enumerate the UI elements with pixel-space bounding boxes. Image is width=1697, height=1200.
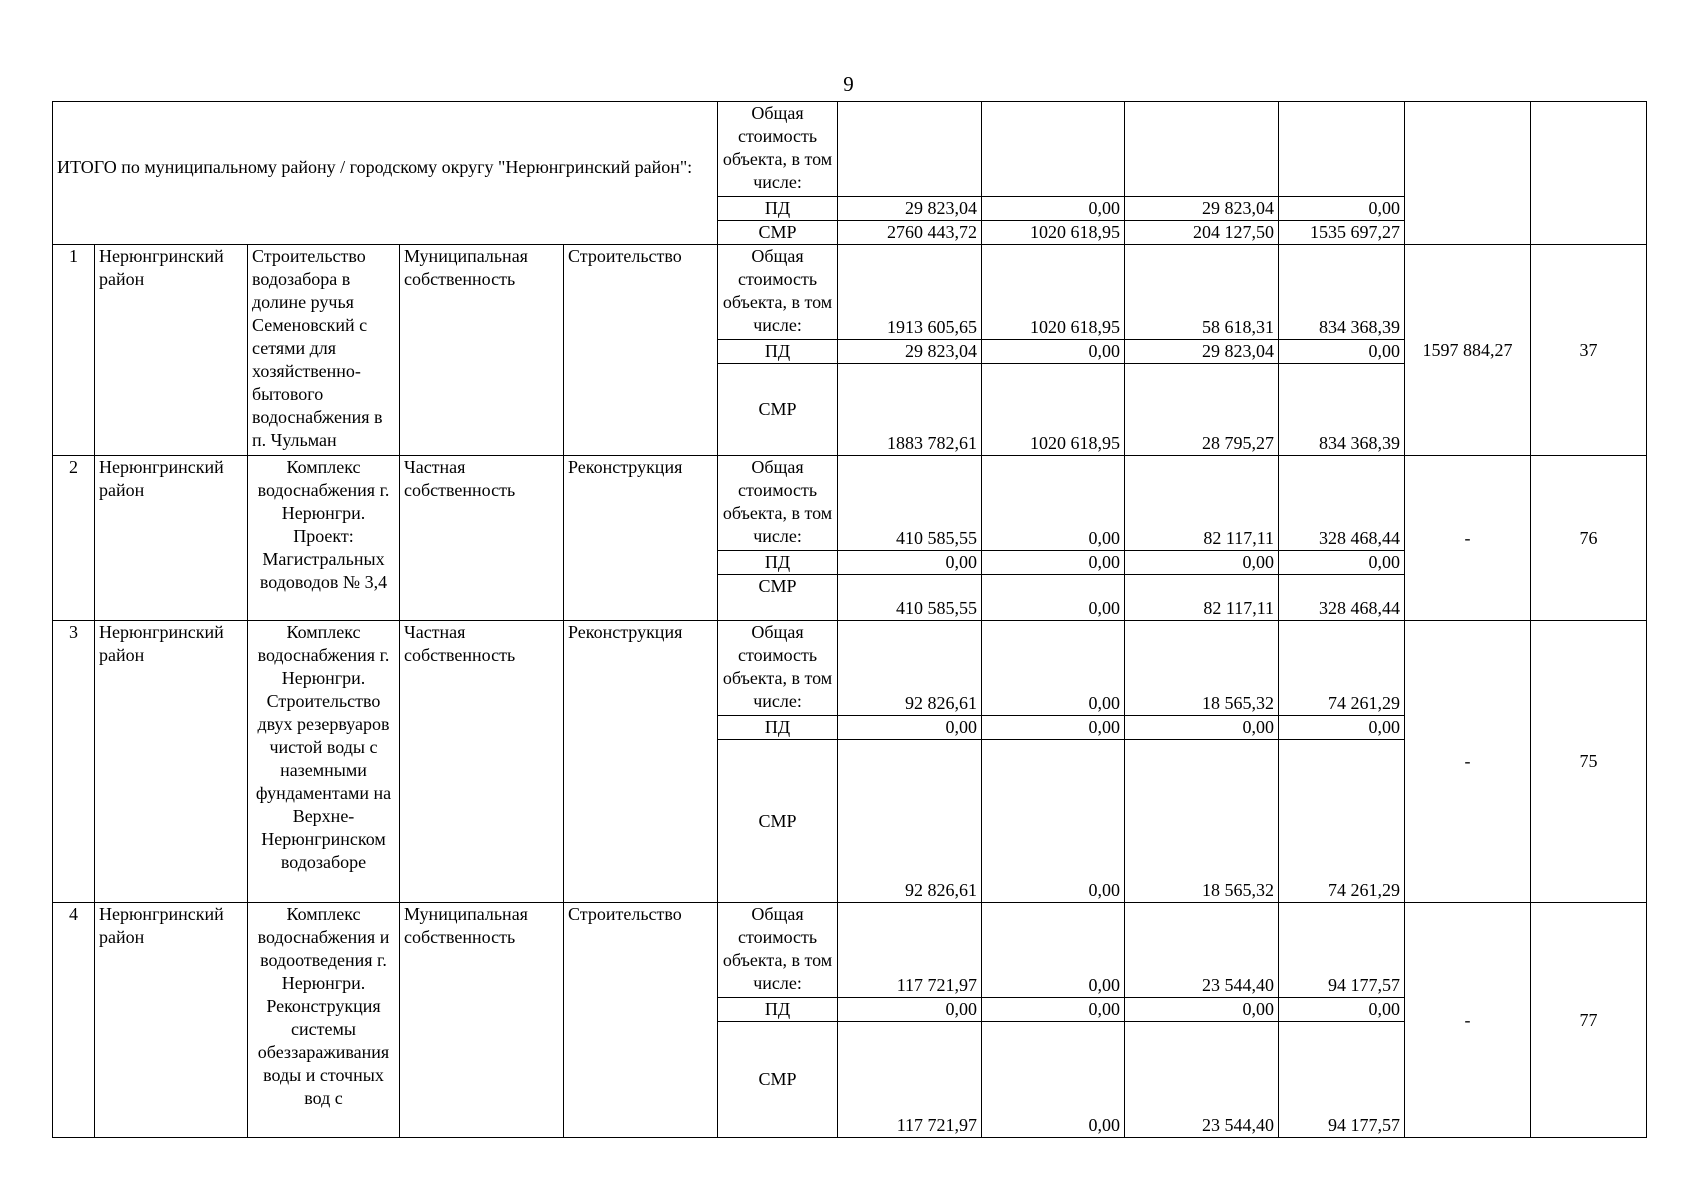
value-cell: 204 127,50	[1125, 221, 1279, 245]
code-cell: 75	[1531, 621, 1647, 903]
value-cell: 0,00	[982, 456, 1125, 551]
object-work-type: Реконструкция	[564, 621, 718, 903]
value-cell	[1279, 102, 1405, 197]
object-row-general	[53, 245, 1647, 340]
value-cell: 0,00	[982, 551, 1125, 575]
value-cell: 0,00	[1125, 998, 1279, 1022]
value-cell: 0,00	[1279, 716, 1405, 740]
value-cell: 117 721,97	[838, 903, 982, 998]
object-district: Нерюнгринский район	[95, 903, 248, 1138]
value-cell: 29 823,04	[838, 340, 982, 364]
cost-type-cell: Общая стоимость объекта, в том числе:	[718, 621, 838, 716]
cost-type-cell: СМР	[718, 221, 838, 245]
total-label: ИТОГО по муниципальному району / городскому округу "Нерюнгринский район":	[53, 102, 718, 245]
investment-table	[52, 101, 1647, 1138]
value-cell: 2760 443,72	[838, 221, 982, 245]
cost-type-cell: ПД	[718, 716, 838, 740]
value-cell	[982, 102, 1125, 197]
value-cell: 0,00	[1279, 551, 1405, 575]
object-work-type: Реконструкция	[564, 456, 718, 621]
value-cell: 410 585,55	[838, 456, 982, 551]
cost-type-cell: Общая стоимость объекта, в том числе:	[718, 102, 838, 197]
value-cell: 28 795,27	[1125, 364, 1279, 456]
object-number: 2	[53, 456, 95, 621]
value-cell: 0,00	[982, 575, 1125, 621]
value-cell: 834 368,39	[1279, 364, 1405, 456]
cost-type-cell: СМР	[718, 1022, 838, 1138]
object-row-general	[53, 456, 1647, 551]
value-cell: 1020 618,95	[982, 221, 1125, 245]
object-district: Нерюнгринский район	[95, 456, 248, 621]
value-cell: 117 721,97	[838, 1022, 982, 1138]
extra-cell: 1597 884,27	[1405, 245, 1531, 456]
value-cell: 58 618,31	[1125, 245, 1279, 340]
value-cell: 0,00	[982, 716, 1125, 740]
cost-type-cell: ПД	[718, 551, 838, 575]
cost-type-cell: Общая стоимость объекта, в том числе:	[718, 456, 838, 551]
object-ownership: Муниципальная собственность	[400, 903, 564, 1138]
extra-cell	[1405, 102, 1531, 245]
value-cell	[1125, 102, 1279, 197]
object-work-type: Строительство	[564, 245, 718, 456]
cost-type-cell: Общая стоимость объекта, в том числе:	[718, 245, 838, 340]
object-ownership: Частная собственность	[400, 621, 564, 903]
value-cell: 82 117,11	[1125, 456, 1279, 551]
value-cell: 0,00	[1125, 551, 1279, 575]
object-name: Комплекс водоснабжения г. Нерюнгри. Строительство двух резервуаров чистой воды с наземными фундаментами на Верхне-Нерюнгринском водозаборе	[248, 621, 400, 903]
value-cell: 74 261,29	[1279, 621, 1405, 716]
object-name: Комплекс водоснабжения и водоотведения г. Нерюнгри. Реконструкция системы обеззараживания воды и сточных вод с	[248, 903, 400, 1138]
object-name: Строительство водозабора в долине ручья Семеновский с сетями для хозяйственно-бытового водоснабжения в п. Чульман	[248, 245, 400, 456]
value-cell: 92 826,61	[838, 621, 982, 716]
value-cell: 410 585,55	[838, 575, 982, 621]
object-number: 4	[53, 903, 95, 1138]
value-cell: 0,00	[1125, 716, 1279, 740]
value-cell: 0,00	[982, 903, 1125, 998]
object-row-general	[53, 621, 1647, 716]
value-cell: 0,00	[982, 197, 1125, 221]
value-cell: 0,00	[982, 1022, 1125, 1138]
value-cell: 1020 618,95	[982, 245, 1125, 340]
code-cell	[1531, 102, 1647, 245]
value-cell: 94 177,57	[1279, 1022, 1405, 1138]
object-district: Нерюнгринский район	[95, 245, 248, 456]
value-cell: 834 368,39	[1279, 245, 1405, 340]
value-cell: 29 823,04	[1125, 340, 1279, 364]
extra-cell: -	[1405, 456, 1531, 621]
total-row-general	[53, 102, 1647, 197]
code-cell: 37	[1531, 245, 1647, 456]
cost-type-cell: Общая стоимость объекта, в том числе:	[718, 903, 838, 998]
value-cell: 23 544,40	[1125, 1022, 1279, 1138]
object-number: 1	[53, 245, 95, 456]
value-cell: 1883 782,61	[838, 364, 982, 456]
value-cell: 29 823,04	[1125, 197, 1279, 221]
code-cell: 77	[1531, 903, 1647, 1138]
value-cell: 328 468,44	[1279, 575, 1405, 621]
value-cell: 18 565,32	[1125, 621, 1279, 716]
value-cell: 1913 605,65	[838, 245, 982, 340]
value-cell: 0,00	[1279, 340, 1405, 364]
value-cell: 23 544,40	[1125, 903, 1279, 998]
value-cell: 1535 697,27	[1279, 221, 1405, 245]
value-cell: 0,00	[838, 716, 982, 740]
object-work-type: Строительство	[564, 903, 718, 1138]
code-cell: 76	[1531, 456, 1647, 621]
value-cell: 0,00	[838, 998, 982, 1022]
object-ownership: Частная собственность	[400, 456, 564, 621]
value-cell: 82 117,11	[1125, 575, 1279, 621]
value-cell: 0,00	[982, 740, 1125, 903]
cost-type-cell: ПД	[718, 340, 838, 364]
extra-cell: -	[1405, 903, 1531, 1138]
value-cell: 0,00	[1279, 197, 1405, 221]
value-cell: 1020 618,95	[982, 364, 1125, 456]
object-number: 3	[53, 621, 95, 903]
object-ownership: Муниципальная собственность	[400, 245, 564, 456]
value-cell: 0,00	[982, 621, 1125, 716]
value-cell: 328 468,44	[1279, 456, 1405, 551]
value-cell	[838, 102, 982, 197]
value-cell: 0,00	[838, 551, 982, 575]
cost-type-cell: СМР	[718, 575, 838, 621]
value-cell: 0,00	[982, 340, 1125, 364]
value-cell: 0,00	[982, 998, 1125, 1022]
object-name: Комплекс водоснабжения г. Нерюнгри. Проект: Магистральных водоводов № 3,4	[248, 456, 400, 621]
cost-type-cell: СМР	[718, 740, 838, 903]
page-number: 9	[843, 72, 854, 96]
value-cell: 94 177,57	[1279, 903, 1405, 998]
object-row-general	[53, 903, 1647, 998]
value-cell: 0,00	[1279, 998, 1405, 1022]
cost-type-cell: ПД	[718, 998, 838, 1022]
value-cell: 92 826,61	[838, 740, 982, 903]
value-cell: 18 565,32	[1125, 740, 1279, 903]
cost-type-cell: СМР	[718, 364, 838, 456]
extra-cell: -	[1405, 621, 1531, 903]
object-district: Нерюнгринский район	[95, 621, 248, 903]
value-cell: 74 261,29	[1279, 740, 1405, 903]
cost-type-cell: ПД	[718, 197, 838, 221]
value-cell: 29 823,04	[838, 197, 982, 221]
